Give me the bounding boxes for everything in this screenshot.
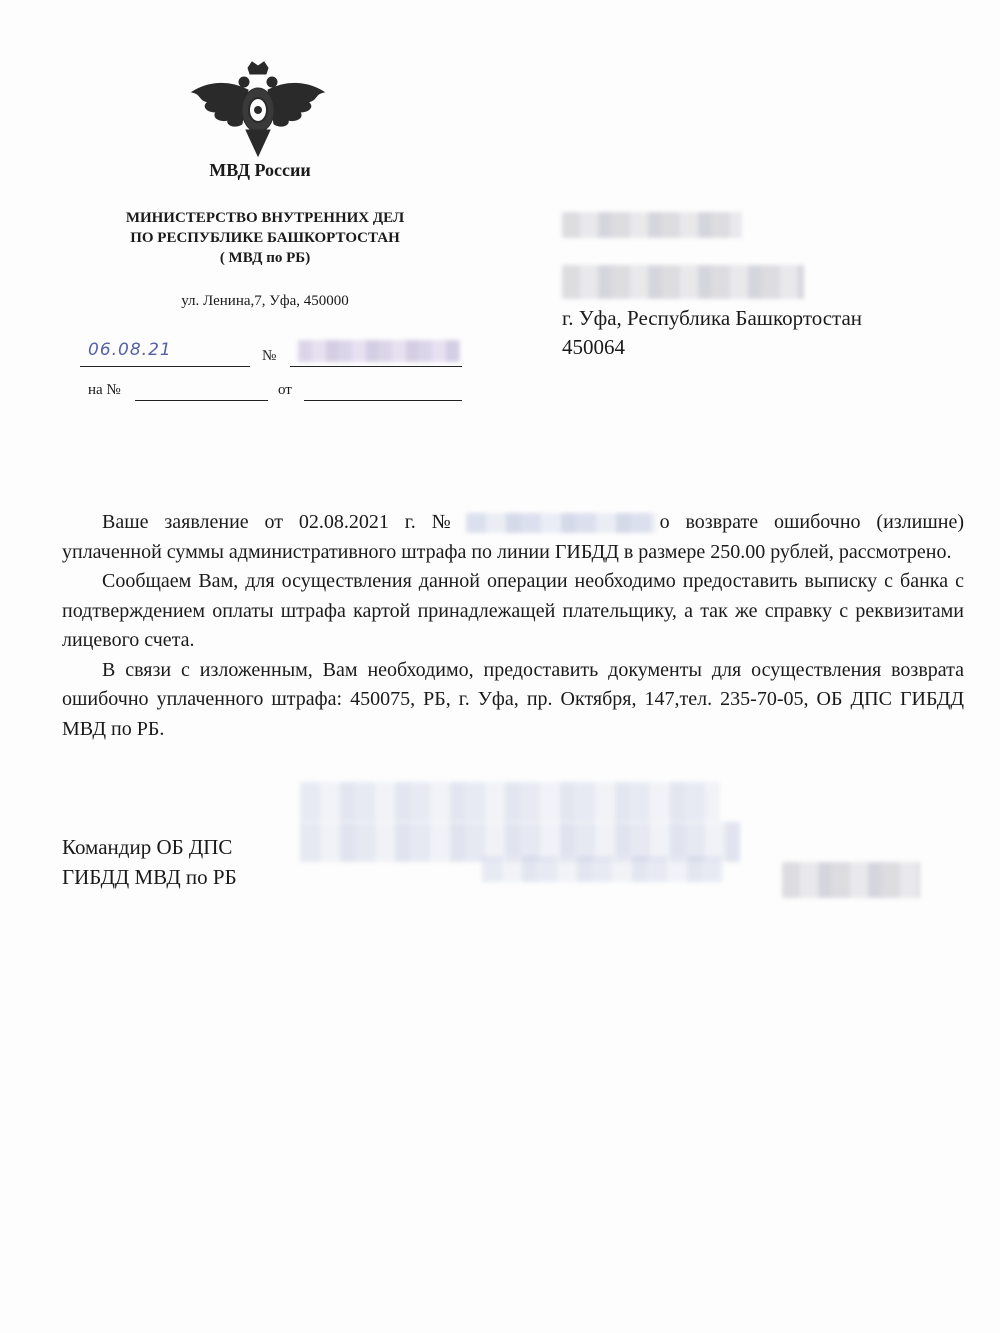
recipient-postcode: 450064 xyxy=(562,335,625,359)
from-line xyxy=(304,400,462,401)
ministry-name xyxy=(70,208,460,268)
double-headed-eagle-emblem-icon xyxy=(188,60,328,160)
paragraph-1-end: о возврате ошибочно (излишне) уплаченной суммы административного штрафа по линии ГИБДД в размере 250.00 рублей, рассмотрено. xyxy=(62,511,964,563)
mvd-title: МВД России xyxy=(209,160,311,180)
ref-line xyxy=(135,400,268,401)
paragraph-1 xyxy=(62,508,964,567)
signature-title xyxy=(62,832,237,892)
redacted-recipient-name xyxy=(562,212,742,238)
handwritten-date: 06.08.21 xyxy=(88,340,172,360)
paragraph-2: Сообщаем Вам, для осуществления данной операции необходимо предоставить выписку с банка с подтверждением оплаты штрафа картой принадлежащей плательщику, а так же справку с реквизитами лицевого счета. xyxy=(62,570,964,651)
ref-label: на № xyxy=(88,382,121,398)
redacted-signer-name xyxy=(782,862,920,898)
paragraph-3: В связи с изложенным, Вам необходимо, предоставить документы для осуществления возврата ошибочно уплаченного штрафа: 450075, РБ, г. Уфа, пр. Октября, 147,тел. 235-70-05, ОБ ДПС ГИБДД МВД по РБ. xyxy=(62,658,964,740)
letter-body xyxy=(62,508,964,744)
ministry-line2: ПО РЕСПУБЛИКЕ БАШКОРТОСТАН xyxy=(130,230,400,246)
redacted-application-number xyxy=(466,513,656,533)
ministry-line3: ( МВД по РБ) xyxy=(219,250,311,266)
signature-line2: ГИБДД МВД по РБ xyxy=(62,865,237,889)
redacted-stamp-top xyxy=(300,782,720,822)
paragraph-1-start: Ваше заявление от 02.08.2021 г. № xyxy=(102,511,462,533)
ministry-line1: МИНИСТЕРСТВО ВНУТРЕННИХ ДЕЛ xyxy=(125,210,405,226)
redacted-recipient-street xyxy=(562,265,804,299)
redacted-number xyxy=(298,340,460,362)
recipient-address xyxy=(562,304,862,362)
ministry-address: ул. Ленина,7, Уфа, 450000 xyxy=(181,293,349,309)
number-label: № xyxy=(262,348,277,364)
signature-line1: Командир ОБ ДПС xyxy=(62,835,233,859)
redacted-stamp-bottom xyxy=(482,856,722,882)
date-line xyxy=(80,366,250,367)
recipient-city: г. Уфа, Республика Башкортостан xyxy=(562,306,863,330)
number-line xyxy=(290,366,462,367)
from-label: от xyxy=(278,382,292,398)
